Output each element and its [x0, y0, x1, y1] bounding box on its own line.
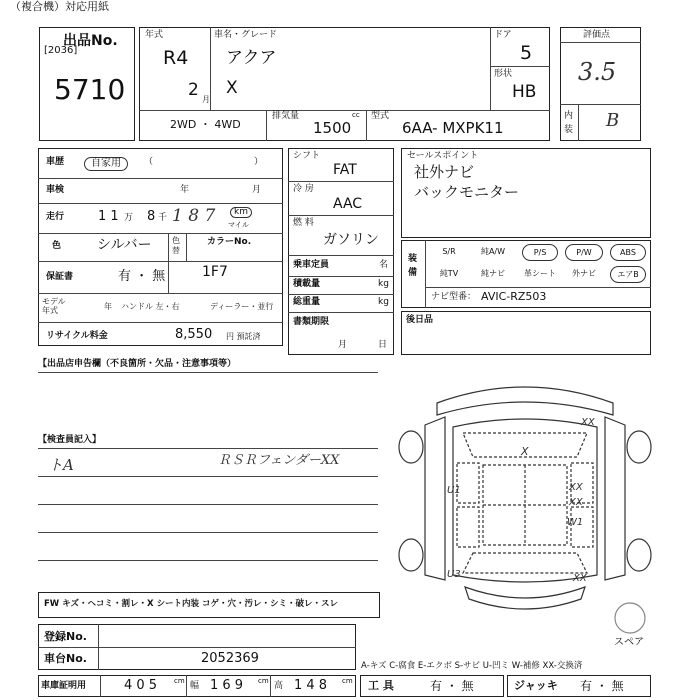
fuel-label: 燃 料: [293, 218, 314, 228]
documents-label: 書類期限: [293, 317, 330, 327]
sales-line1: 社外ナビ: [414, 163, 475, 181]
after-day-box: [401, 311, 651, 355]
mileage-unit-mile: マイル: [228, 221, 249, 229]
wheel-rear-left: [399, 539, 423, 571]
load-label: 積載量: [293, 279, 321, 289]
equip-navi: 純ナビ: [481, 269, 505, 278]
drive-options: 2WD ・ 4WD: [170, 118, 241, 131]
mark-roof: X: [521, 445, 529, 458]
model-year-handle: ハンドル 左・右: [121, 302, 180, 311]
mileage-sen-unit: 千: [158, 213, 168, 223]
mileage-sen: 8: [147, 209, 156, 224]
equip-alloy-wheel: 純A/W: [480, 247, 506, 256]
mark-front-left: XX: [581, 417, 595, 428]
model-name: アクア: [226, 48, 277, 68]
shift-value: FAT: [333, 162, 357, 178]
certificate-height: 1 4 8: [294, 678, 328, 693]
model-year-unit: 年: [104, 302, 112, 311]
year-month-suffix: 月: [202, 95, 210, 104]
certificate-label: 車庫証明用: [41, 681, 87, 691]
aircon-value: AAC: [333, 196, 363, 212]
interior-label: 内装: [564, 111, 574, 135]
equip-airbag: エアB: [610, 266, 646, 283]
inspection-month-unit: 月: [252, 185, 262, 195]
mark-rear-left: U3: [447, 569, 461, 580]
shift-label: シフト: [293, 151, 321, 161]
color-code-label: カラーNo.: [207, 237, 252, 247]
model-grade: X: [226, 78, 238, 98]
mileage-man: 1 1: [98, 209, 119, 224]
tools-label: 工 具: [368, 679, 394, 692]
car-diagram: [395, 375, 655, 620]
history-label: 車歴: [46, 157, 65, 167]
inspection-year-unit: 年: [180, 185, 190, 195]
equip-abs: ABS: [610, 244, 646, 261]
diagram-left-side: [425, 417, 445, 580]
diagram-right-side: [605, 417, 625, 580]
form-note: （複合機）対応用紙: [10, 0, 109, 13]
displacement-value: 1500: [313, 119, 352, 137]
weight-unit: kg: [378, 297, 389, 307]
jack-label: ジャッキ: [514, 679, 558, 692]
certificate-length-unit: cm: [174, 677, 185, 685]
equip-sr: S/R: [442, 247, 456, 256]
damage-key: FW キズ・ヘコミ・割レ・X シート内装 コゲ・穴・汚レ・シミ・破レ・スレ: [44, 599, 338, 609]
warranty-label: 保証書: [46, 272, 74, 282]
equip-leather-seat: 革シート: [524, 269, 556, 278]
certificate-width-unit: cm: [258, 677, 269, 685]
mark-front-right: XX: [569, 497, 583, 508]
tools-value: 有 ・ 無: [430, 679, 474, 693]
equipment-label: 装備: [408, 254, 418, 279]
navi-model: AVIC-RZ503: [481, 290, 547, 303]
documents-day-unit: 日: [378, 340, 388, 350]
door-label: ドア: [494, 30, 512, 40]
load-unit: kg: [378, 279, 389, 289]
capacity-unit: 名: [379, 260, 389, 270]
wheel-front-left: [399, 431, 423, 463]
weight-label: 総重量: [293, 297, 321, 307]
spare-tire-icon: [612, 600, 648, 636]
sales-label: セールスポイント: [407, 151, 479, 161]
wheel-front-right: [627, 431, 651, 463]
jack-value: 有 ・ 無: [580, 679, 624, 693]
year-label: 年式: [145, 30, 164, 40]
sales-line2: バックモニター: [414, 183, 520, 201]
certificate-length: 4 0 5: [124, 678, 158, 693]
color-label: 色: [52, 241, 62, 251]
rating-label: 評価点: [583, 30, 611, 40]
certificate-width: 1 6 9: [210, 678, 244, 693]
inspector-label: 【検査員記入】: [38, 435, 102, 445]
model-label: 車名・グレード: [214, 30, 278, 40]
interior-value: B: [606, 110, 620, 131]
capacity-label: 乗車定員: [293, 260, 330, 270]
aircon-label: 冷 房: [293, 184, 314, 194]
registration-label: 登録No.: [44, 630, 87, 643]
shape-label: 形状: [494, 69, 513, 79]
type-value: 6AA- MXPK11: [402, 119, 504, 137]
equip-power-window: P/W: [565, 244, 603, 261]
shape-value: HB: [512, 82, 537, 102]
declaration-label: 【出品店申告欄（不良箇所・欠品・注意事項等）: [38, 359, 237, 369]
certificate-width-label: 幅: [190, 681, 200, 691]
mileage-unit-km: km: [230, 207, 252, 218]
recycle-value: 8,550: [175, 327, 213, 342]
year-month: 2: [188, 80, 199, 100]
door-value: 5: [520, 42, 533, 64]
equip-power-steering: P/S: [522, 244, 558, 261]
chassis-value: 2052369: [201, 651, 259, 666]
diagram-roof-arc: [437, 387, 613, 415]
history-paren-close: ）: [254, 157, 264, 167]
fuel-value: ガソリン: [323, 232, 379, 248]
mileage-man-unit: 万: [124, 213, 134, 223]
model-year-label: モデル年式: [42, 297, 66, 315]
type-label: 型式: [371, 111, 390, 121]
navi-label: ナビ型番：: [431, 292, 477, 302]
chassis-label: 車台No.: [44, 652, 87, 665]
recycle-label: リサイクル料金: [46, 331, 108, 341]
mark-side-xx: XX: [569, 482, 583, 493]
mark-side-u1: U1: [447, 485, 461, 496]
history-paren-open: （: [144, 157, 154, 167]
damage-legend: A-キズ C-腐食 E-エクボ S-サビ U-凹ミ W-補修 XX-交換済: [361, 661, 583, 671]
lot-number: 5710: [54, 73, 126, 106]
recycle-unit: 円 預託済: [226, 332, 261, 341]
warranty-value: 有 ・ 無: [118, 269, 166, 284]
mileage-label: 走行: [46, 212, 65, 222]
diagram-trunk: [463, 553, 587, 573]
color-code: 1F7: [202, 264, 228, 280]
lot-stamp: [2036]: [44, 45, 78, 56]
certificate-height-unit: cm: [342, 677, 353, 685]
mark-side-w: W1: [567, 517, 584, 528]
documents-unit: 月: [338, 340, 348, 350]
wheel-rear-right: [627, 539, 651, 571]
lot-label: 出品No.: [63, 33, 118, 49]
mark-rear-right: XX: [573, 573, 587, 584]
diagram-bumper: [465, 587, 585, 609]
rating-score: 3.5: [578, 58, 617, 86]
color-value: シルバー: [97, 237, 152, 253]
certificate-height-label: 高: [274, 681, 284, 691]
history-value: 自家用: [84, 157, 128, 171]
after-day-label: 後日品: [406, 315, 434, 325]
year-era: R4: [163, 47, 189, 69]
equip-tv: 純TV: [439, 269, 459, 278]
equip-aftermarket-navi: 外ナビ: [572, 269, 596, 278]
inspection-label: 車検: [46, 185, 65, 195]
model-year-dealer: ディーラー・並行: [210, 302, 274, 311]
displacement-unit: cc: [352, 111, 360, 119]
mileage-written: 1 8 7: [172, 206, 216, 226]
displacement-label: 排気量: [272, 111, 300, 121]
inspector-note2: ＲＳＲフェンダーXX: [218, 453, 340, 468]
color-change-label: 色替: [172, 236, 180, 255]
spare-label: スペア: [614, 637, 644, 648]
inspector-note1: トA: [48, 456, 74, 474]
